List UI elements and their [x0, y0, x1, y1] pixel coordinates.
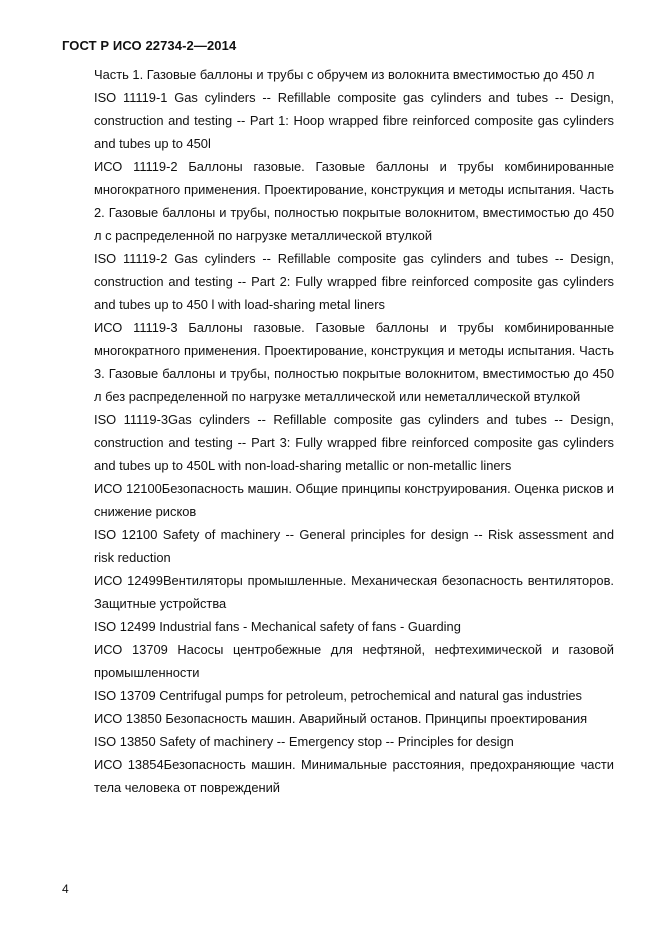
paragraph: Часть 1. Газовые баллоны и трубы с обручем из волокнита вместимостью до 450 л: [94, 67, 595, 82]
document-body: [94, 63, 614, 799]
paragraph: ISO 13709 Centrifugal pumps for petroleum, petrochemical and natural gas industries: [94, 688, 582, 703]
paragraph: ISO 11119-2 Gas cylinders -- Refillable composite gas cylinders and tubes -- Design, construction and testing -- Part 2: Fully wrapped fibre reinforced composite gas cylinders and tubes up to 450 l with load-sharing metal liners: [94, 251, 614, 312]
paragraph: ISO 11119-3Gas cylinders -- Refillable composite gas cylinders and tubes -- Design, construction and testing -- Part 3: Fully wrapped fibre reinforced composite gas cylinders and tubes up to 450L with non-load-sharing metallic or non-metallic liners: [94, 412, 614, 473]
page-number: 4: [62, 882, 69, 896]
paragraph: ИСО 11119-2 Баллоны газовые. Газовые баллоны и трубы комбинированные многократного применения. Проектирование, конструкция и методы испытания. Часть 2. Газовые баллоны и трубы, полностью покрытые волокнитом, вместимостью до 450 л с распределенной по нагрузке металлической втулкой: [94, 159, 614, 243]
paragraph: ИСО 12100Безопасность машин. Общие принципы конструирования. Оценка рисков и снижение рисков: [94, 481, 614, 519]
paragraph: ИСО 13854Безопасность машин. Минимальные расстояния, предохраняющие части тела человека от повреждений: [94, 757, 614, 795]
paragraph: ISO 12100 Safety of machinery -- General principles for design -- Risk assessment and risk reduction: [94, 527, 614, 565]
paragraph: ISO 13850 Safety of machinery -- Emergency stop -- Principles for design: [94, 734, 514, 749]
paragraph: ИСО 13850 Безопасность машин. Аварийный останов. Принципы проектирования: [94, 711, 588, 726]
paragraph: ИСО 13709 Насосы центробежные для нефтяной, нефтехимической и газовой промышленности: [94, 642, 614, 680]
paragraph: ISO 11119-1 Gas cylinders -- Refillable composite gas cylinders and tubes -- Design, construction and testing -- Part 1: Hoop wrapped fibre reinforced composite gas cylinders and tubes up to 450l: [94, 90, 614, 151]
document-header: ГОСТ Р ИСО 22734-2—2014: [62, 38, 237, 53]
paragraph: ISO 12499 Industrial fans - Mechanical safety of fans - Guarding: [94, 619, 461, 634]
paragraph: ИСО 11119-3 Баллоны газовые. Газовые баллоны и трубы комбинированные многократного применения. Проектирование, конструкция и методы испытания. Часть 3. Газовые баллоны и трубы, полностью покрытые волокнитом, вместимостью до 450 л без распределенной по нагрузке металлической или неметаллической втулкой: [94, 320, 614, 404]
paragraph: ИСО 12499Вентиляторы промышленные. Механическая безопасность вентиляторов. Защитные устройства: [94, 573, 614, 611]
